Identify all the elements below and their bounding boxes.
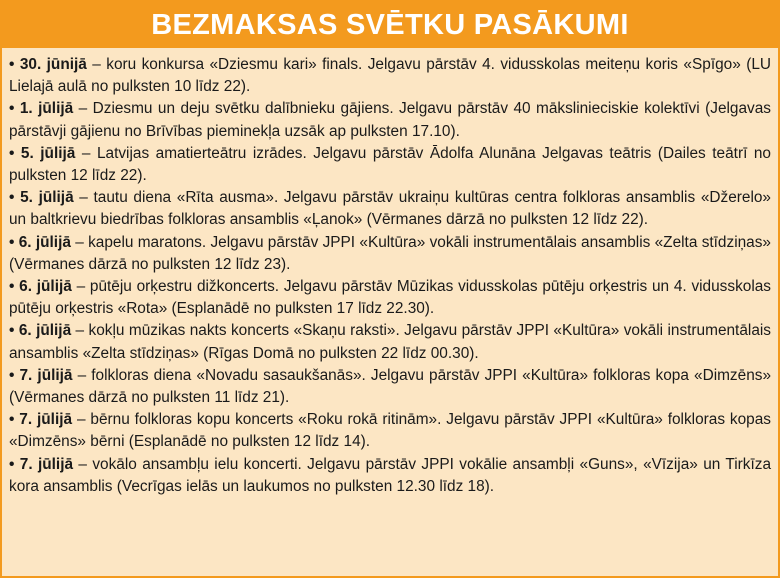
bullet: • — [9, 100, 15, 118]
event-description: – bērnu folkloras kopu koncerts «Roku rokā ritinām». Jelgavu pārstāv JPPI «Kultūra» folkloras kopas «Dimzēns» bērni (Esplanādē no pulksten 12 līdz 14). — [9, 411, 771, 451]
event-date: 6. jūlijā — [18, 233, 71, 251]
event-description: – kapelu maratons. Jelgavu pārstāv JPPI «Kultūra» vokāli instrumentālais ansamblis «Zelta stīdziņas» (Vērmanes dārzā no pulksten 12 līdz 23). — [9, 233, 771, 273]
event-date: 30. jūnijā — [19, 56, 87, 73]
event-description: – Latvijas amatierteātru izrādes. Jelgavu pārstāv Ādolfa Alunāna Jelgavas teātris (Dailes teātrī no pulksten 12 līdz 22). — [9, 144, 771, 185]
event-description: – pūtēju orķestru dižkoncerts. Jelgavu pārstāv Mūzikas vidusskolas pūtēju orķestris un 4. vidusskolas pūtēju orķestris «Rota» (Esplanādē no pulksten 17 līdz 22.30). — [9, 278, 771, 318]
event-date: 6. jūlijā — [19, 278, 72, 296]
event-date: 5. jūlijā — [20, 189, 74, 207]
bullet: • — [9, 56, 15, 73]
header-bar — [2, 2, 778, 48]
event-date: 7. jūlijā — [19, 411, 73, 429]
bullet: • — [9, 322, 15, 340]
bullet: • — [9, 366, 15, 384]
event-item — [9, 365, 771, 409]
bullet: • — [9, 455, 15, 473]
event-date: 7. jūlijā — [19, 366, 73, 384]
event-item — [9, 454, 771, 498]
event-date: 1. jūlijā — [19, 100, 74, 118]
event-item — [9, 320, 771, 364]
event-item — [9, 54, 771, 98]
bullet: • — [9, 233, 15, 251]
events-list — [9, 54, 771, 498]
event-date: 6. jūlijā — [18, 322, 72, 340]
event-description: – folkloras diena «Novadu sasaukšanās». Jelgavu pārstāv JPPI «Kultūra» folkloras kopa «Dimzēns» (Vērmanes dārzā no pulksten 11 līdz 21). — [9, 366, 772, 407]
event-item — [9, 98, 771, 142]
bullet: • — [9, 278, 15, 296]
event-item — [9, 143, 771, 187]
event-date: 5. jūlijā — [20, 144, 76, 162]
event-item — [9, 409, 771, 453]
bullet: • — [9, 411, 15, 429]
event-description: – vokālo ansambļu ielu koncerti. Jelgavu pārstāv JPPI vokālie ansambļi «Guns», «Vīzija» un Tirkīza kora ansamblis (Vecrīgas ielās un laukumos no pulksten 12.30 līdz 18). — [9, 455, 771, 495]
event-item — [9, 187, 771, 231]
bullet: • — [9, 189, 15, 207]
event-description: – tautu diena «Rīta ausma». Jelgavu pārstāv ukraiņu kultūras centra folkloras ansamblis «Džerelo» un baltkrievu biedrības folkloras ansamblis «Ļanok» (Vērmanes dārzā no pulksten 12 līdz 22). — [9, 189, 771, 229]
event-description: – koru konkursa «Dziesmu kari» finals. Jelgavu pārstāv 4. vidusskolas meiteņu koris «Spīgo» (LU Lielajā aulā no pulksten 10 līdz 22). — [9, 56, 771, 96]
event-item — [9, 276, 771, 320]
event-description: – kokļu mūzikas nakts koncerts «Skaņu raksti». Jelgavu pārstāv JPPI «Kultūra» vokāli instrumentālais ansamblis «Zelta stīdziņas» (Rīgas Domā no pulksten 22 līdz 00.30). — [9, 322, 771, 362]
event-date: 7. jūlijā — [19, 455, 74, 473]
page-title: BEZMAKSAS SVĒTKU PASĀKUMI — [151, 8, 629, 41]
bullet: • — [9, 144, 15, 162]
event-item — [9, 232, 771, 276]
event-description: – Dziesmu un deju svētku dalībnieku gājiens. Jelgavu pārstāv 40 mākslinieciskie kolektīvi (Jelgavas pārstāvji gājienu no Brīvības pieminekļa uzsāk ap pulksten 17.10). — [9, 100, 771, 140]
